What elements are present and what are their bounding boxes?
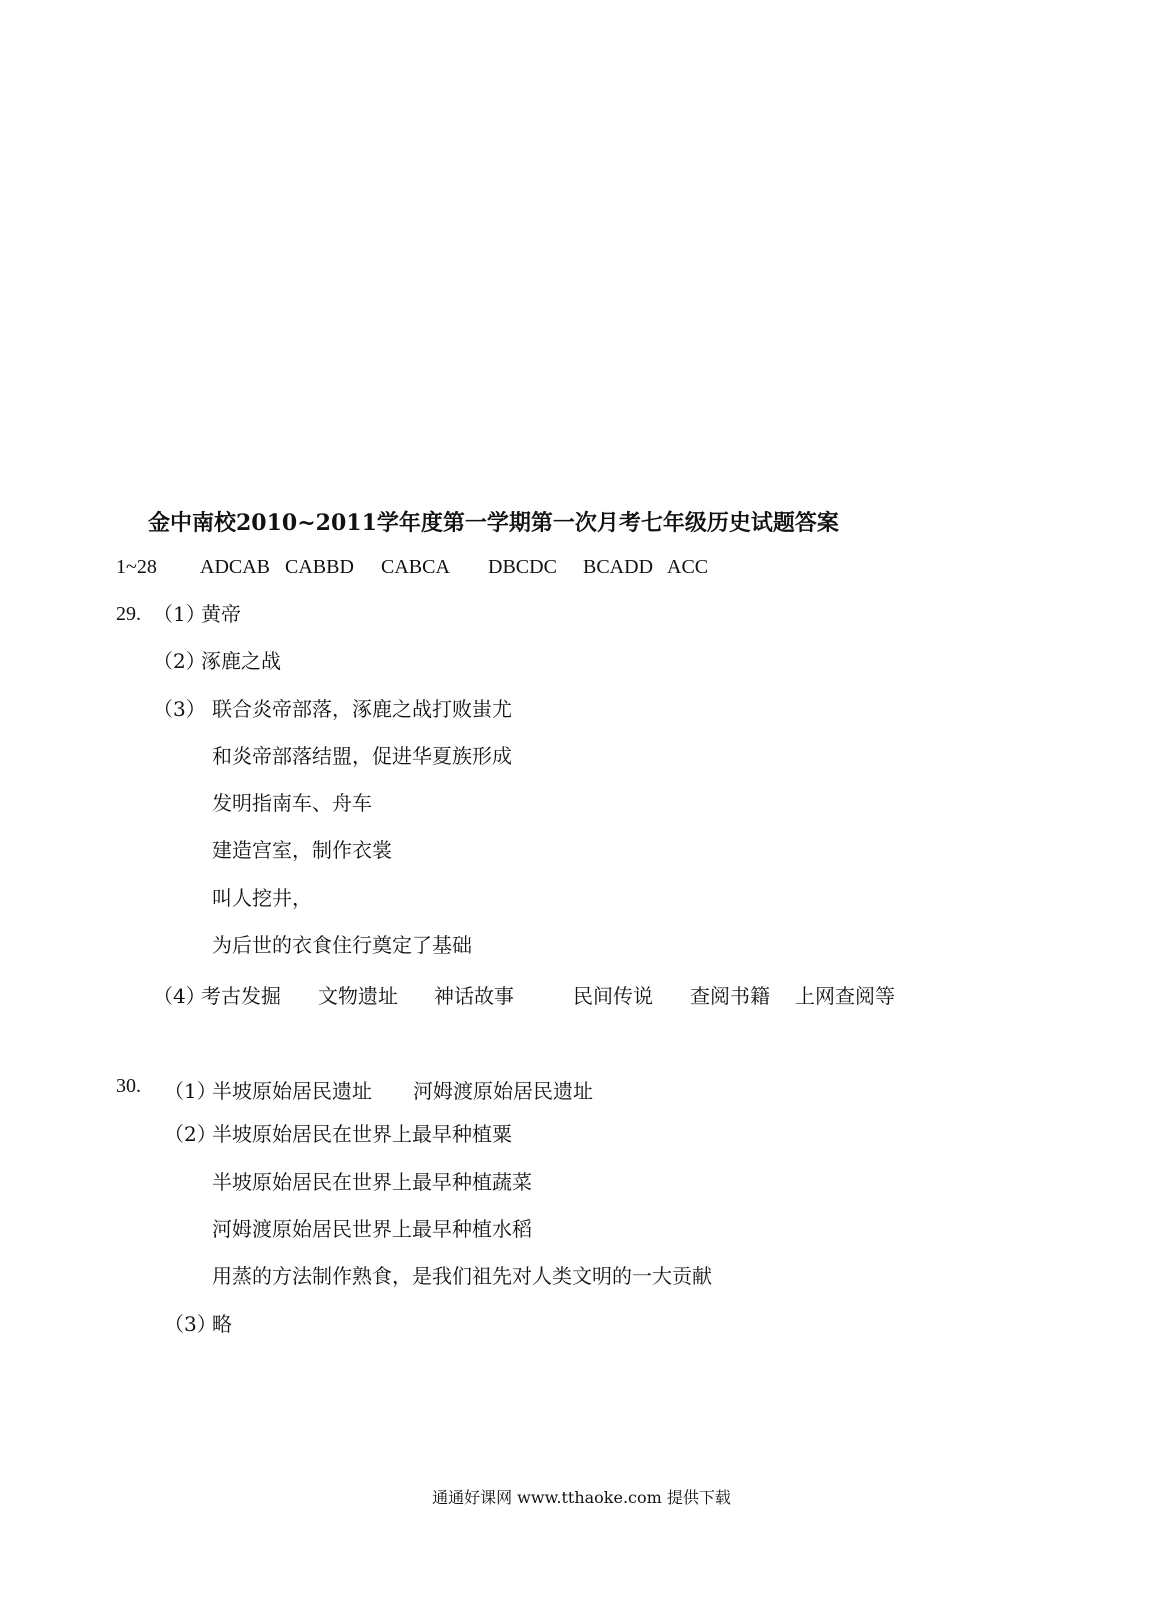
- part-label: （4）: [153, 984, 206, 1008]
- answer-line: 用蒸的方法制作熟食，是我们祖先对人类文明的一大贡献: [212, 1264, 712, 1288]
- answer-line: 发明指南车、舟车: [212, 791, 372, 815]
- answer-item: 查阅书籍: [690, 984, 770, 1008]
- answer-item: 上网查阅等: [795, 984, 895, 1008]
- answer-text: 涿鹿之战: [201, 649, 281, 673]
- document-title: 金中南校2010~2011学年度第一学期第一次月考七年级历史试题答案: [148, 510, 839, 536]
- mc-group: CABBD: [285, 556, 354, 578]
- answer-line: 半坡原始居民在世界上最早种植蔬菜: [212, 1170, 532, 1194]
- answer-line: 叫人挖井，: [212, 886, 312, 910]
- mc-group: ACC: [667, 556, 709, 578]
- answer-line: 和炎帝部落结盟，促进华夏族形成: [212, 744, 512, 768]
- question-number: 29.: [116, 603, 141, 625]
- mc-range: 1~28: [116, 556, 157, 578]
- answer-line: 建造宫室，制作衣裳: [212, 838, 392, 862]
- answer-item: 半坡原始居民遗址: [212, 1079, 372, 1103]
- part-label: （2）: [153, 649, 206, 673]
- answer-line: 河姆渡原始居民世界上最早种植水稻: [212, 1217, 532, 1241]
- answer-item: 文物遗址: [318, 984, 398, 1008]
- page-footer: 通通好课网 www.tthaoke.com 提供下载: [432, 1488, 731, 1507]
- mc-group: BCADD: [583, 556, 654, 578]
- part-label: （3）: [153, 697, 206, 721]
- part-label: （1）: [153, 602, 206, 626]
- answer-line: 为后世的衣食住行奠定了基础: [212, 933, 472, 957]
- question-number: 30.: [116, 1075, 141, 1097]
- answer-item: 考古发掘: [201, 984, 281, 1008]
- mc-group: ADCAB: [200, 556, 271, 578]
- answer-item: 神话故事: [434, 984, 514, 1008]
- answer-item: 民间传说: [573, 984, 653, 1008]
- mc-group: DBCDC: [488, 556, 557, 578]
- answer-text: 略: [212, 1312, 232, 1336]
- part-label: （2）: [164, 1122, 217, 1146]
- answer-line: 半坡原始居民在世界上最早种植粟: [212, 1122, 512, 1146]
- mc-group: CABCA: [381, 556, 450, 578]
- part-label: （1）: [164, 1079, 217, 1103]
- answer-line: 联合炎帝部落，涿鹿之战打败蚩尤: [212, 697, 512, 721]
- answer-text: 黄帝: [201, 602, 241, 626]
- part-label: （3）: [164, 1312, 217, 1336]
- answer-item: 河姆渡原始居民遗址: [413, 1079, 593, 1103]
